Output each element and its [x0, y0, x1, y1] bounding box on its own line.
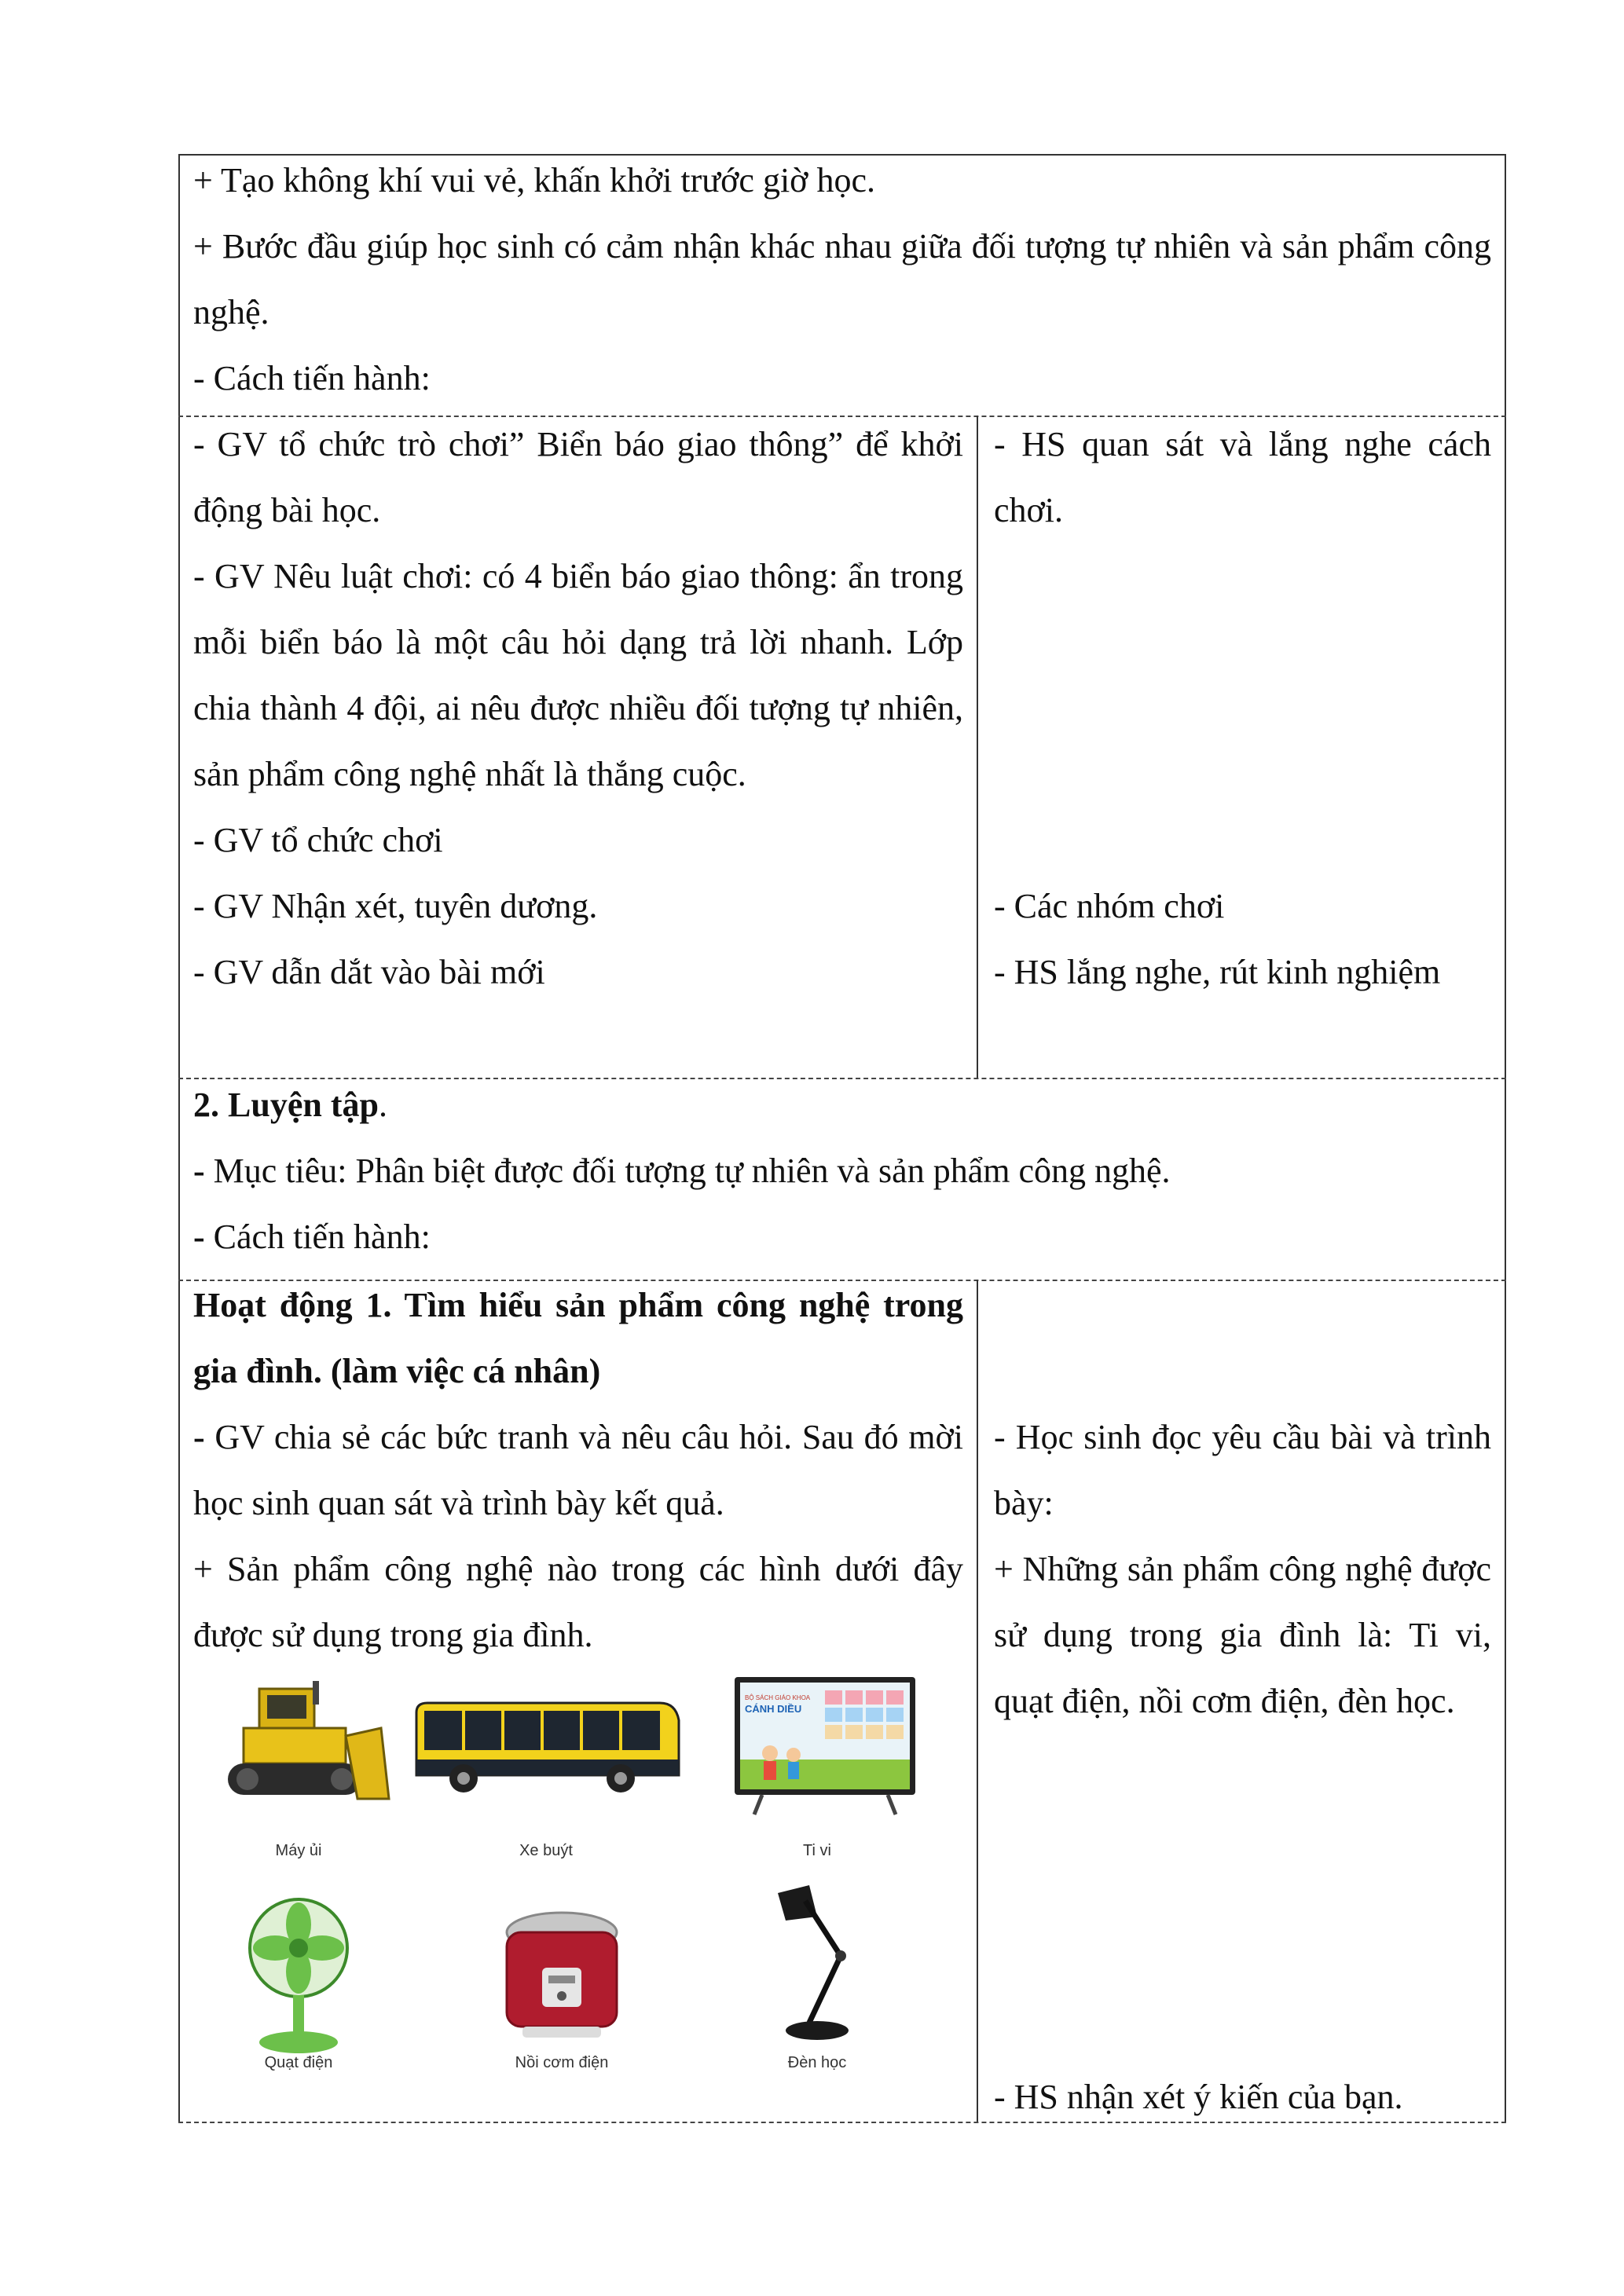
game-student-cell — [994, 412, 1491, 544]
student-step: - HS quan sát và lắng nghe cách chơi. — [994, 425, 1491, 529]
student-step: - Học sinh đọc yêu cầu bài và trình bày: — [994, 1418, 1491, 1522]
section-heading: 2. Luyện tập. — [193, 1086, 387, 1124]
teacher-step: - GV tổ chức trò chơi” Biển báo giao thông” để khởi động bài học. — [193, 425, 963, 529]
intro-cell — [193, 148, 1491, 412]
table-left-border — [178, 154, 180, 2122]
rice-cooker-image — [495, 1905, 629, 2046]
student-step: - Các nhóm chơi — [994, 887, 1225, 925]
intro-line: + Bước đầu giúp học sinh có cảm nhận khác nhau giữa đối tượng tự nhiên và sản phẩm công nghệ. — [193, 227, 1491, 331]
tv-image — [731, 1673, 919, 1822]
activity-title: Hoạt động 1. Tìm hiểu sản phẩm công nghệ trong gia đình. (làm việc cá nhân) — [193, 1286, 963, 1390]
intro-line: + Tạo không khí vui vẻ, khấn khởi trước giờ học. — [193, 161, 875, 200]
section-goal: - Mục tiêu: Phân biệt được đối tượng tự nhiên và sản phẩm công nghệ. — [193, 1152, 1171, 1190]
intro-line: - Cách tiến hành: — [193, 359, 431, 397]
bus-image — [409, 1697, 684, 1799]
bulldozer-caption: Máy ủi — [275, 1842, 322, 1859]
desk-lamp-caption: Đèn học — [787, 2054, 847, 2071]
product-images-figure — [196, 1665, 966, 2105]
teacher-step: - GV dẫn dắt vào bài mới — [193, 953, 545, 991]
game-student-cell — [994, 873, 1497, 1005]
teacher-step: + Sản phẩm công nghệ nào trong các hình dưới đây được sử dụng trong gia đình. — [193, 1550, 963, 1654]
student-step: - HS lắng nghe, rút kinh nghiệm — [994, 953, 1441, 991]
practice-cell — [193, 1072, 1491, 1270]
activity-teacher-cell — [193, 1273, 963, 1668]
bus-caption: Xe buýt — [519, 1842, 573, 1859]
rice-cooker-caption: Nồi cơm điện — [515, 2054, 609, 2071]
column-divider — [977, 416, 978, 1078]
student-step: - HS nhận xét ý kiến của bạn. — [994, 2078, 1403, 2116]
activity-student-cell — [994, 2064, 1497, 2130]
activity-student-cell — [994, 1404, 1491, 1734]
fan-caption: Quạt điện — [264, 2054, 333, 2071]
teacher-step: - GV Nêu luật chơi: có 4 biển báo giao thông: ẩn trong mỗi biển báo là một câu hỏi dạng trả lời nhanh. Lớp chia thành 4 đội, ai nêu được nhiều đối tượng tự nhiên, sản phẩm công nghệ nhất là thắng cuộc. — [193, 557, 963, 793]
column-divider — [977, 1280, 978, 2122]
tv-caption: Ti vi — [803, 1842, 831, 1859]
desk-lamp-image — [762, 1877, 872, 2050]
teacher-step: - GV tổ chức chơi — [193, 821, 443, 859]
teacher-step: - GV chia sẻ các bức tranh và nêu câu hỏi. Sau đó mời học sinh quan sát và trình bày kết quả. — [193, 1418, 963, 1522]
bulldozer-image — [212, 1673, 393, 1814]
game-teacher-cell — [193, 412, 963, 1005]
tv-screen-title: CÁNH DIỀU — [745, 1703, 802, 1715]
section-method: - Cách tiến hành: — [193, 1218, 431, 1256]
tv-screen-subtitle: BỘ SÁCH GIÁO KHOA — [745, 1694, 811, 1701]
fan-image — [240, 1893, 357, 2058]
teacher-step: - GV Nhận xét, tuyên dương. — [193, 887, 598, 925]
table-right-border — [1505, 154, 1506, 2122]
student-step: + Những sản phẩm công nghệ được sử dụng trong gia đình là: Ti vi, quạt điện, nồi cơm điện, đèn học. — [994, 1550, 1491, 1720]
